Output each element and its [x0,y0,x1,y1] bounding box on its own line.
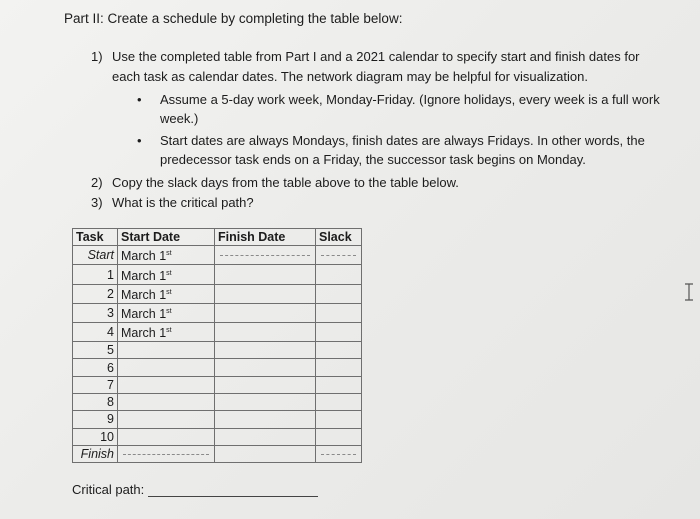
start-date-text: March 1st [121,326,172,341]
start-date-text: March 1st [121,306,172,321]
finish-date-cell[interactable] [215,393,316,410]
task-cell: 8 [73,393,118,410]
start-date-cell [118,303,215,322]
table-row [73,376,362,393]
start-date-cell[interactable] [118,376,215,393]
slack-cell[interactable] [316,359,362,376]
start-date-cell [118,246,215,265]
header-task: Task [73,229,118,246]
finish-date-cell[interactable] [215,445,316,462]
slack-cell[interactable] [316,342,362,359]
slack-cell[interactable] [316,411,362,428]
bullet-text: Start dates are always Mondays, finish dates are always Fridays. In other words, the predecessor task ends on a Friday, the successor task begins on Monday. [160,133,645,167]
header-slack: Slack [316,229,362,246]
start-date-cell [118,284,215,303]
instruction-item-3 [91,193,254,213]
finish-date-cell[interactable] [215,246,316,265]
bullet-text: Assume a 5-day work week, Monday-Friday. (Ignore holidays, every week is a full work week.) [160,92,660,126]
critical-path-answer-line[interactable] [148,484,318,497]
task-cell: 9 [73,411,118,428]
finish-date-cell[interactable] [215,428,316,445]
item-text: Use the completed table from Part I and a 2021 calendar to specify start and finish dates for each task as calendar dates. The network diagram may be helpful for visualization. [112,49,640,84]
start-date-text: March 1st [121,268,172,283]
bullet-icon: • [137,92,142,107]
table-row [73,265,362,284]
finish-date-cell[interactable] [215,322,316,341]
bullet-item-2 [137,131,675,169]
table-row [73,428,362,445]
table-row [73,322,362,341]
task-cell: Start [73,246,118,265]
task-cell: 1 [73,265,118,284]
slack-cell[interactable] [316,246,362,265]
critical-path-field [72,482,318,497]
bullet-icon: • [137,133,142,148]
dashed-line [321,255,356,256]
section-heading: Part II: Create a schedule by completing the table below: [64,11,403,26]
start-date-cell[interactable] [118,411,215,428]
header-start-date: Start Date [118,229,215,246]
item-number: 3) [91,195,103,210]
slack-cell[interactable] [316,303,362,322]
slack-cell[interactable] [316,445,362,462]
dashed-line [220,255,310,256]
start-date-cell [118,265,215,284]
table-row [73,445,362,462]
header-finish-date: Finish Date [215,229,316,246]
dashed-line [321,454,356,455]
finish-date-cell[interactable] [215,411,316,428]
finish-date-cell[interactable] [215,284,316,303]
table-row [73,342,362,359]
item-number: 2) [91,175,103,190]
slack-cell[interactable] [316,265,362,284]
slack-cell[interactable] [316,393,362,410]
start-date-cell[interactable] [118,428,215,445]
table-row [73,411,362,428]
start-date-cell[interactable] [118,342,215,359]
finish-date-cell[interactable] [215,303,316,322]
table-header-row [73,229,362,246]
finish-date-cell[interactable] [215,342,316,359]
task-cell: Finish [73,445,118,462]
critical-path-label: Critical path: [72,482,145,497]
finish-date-cell[interactable] [215,359,316,376]
start-date-cell[interactable] [118,393,215,410]
task-cell: 6 [73,359,118,376]
start-date-text: March 1st [121,249,172,264]
slack-cell[interactable] [316,428,362,445]
instruction-item-1 [91,47,671,87]
item-number: 1) [91,49,103,64]
slack-cell[interactable] [316,284,362,303]
table-row [73,284,362,303]
item-text: Copy the slack days from the table above to the table below. [112,175,459,190]
bullet-item-1 [137,90,675,128]
table-row [73,246,362,265]
task-cell: 5 [73,342,118,359]
finish-date-cell[interactable] [215,265,316,284]
item-text: What is the critical path? [112,195,254,210]
start-date-text: March 1st [121,287,172,302]
text-cursor-icon [683,283,695,301]
task-cell: 4 [73,322,118,341]
table-row [73,393,362,410]
table-row [73,359,362,376]
schedule-table [72,228,362,463]
start-date-cell [118,322,215,341]
task-cell: 2 [73,284,118,303]
slack-cell[interactable] [316,322,362,341]
task-cell: 3 [73,303,118,322]
start-date-cell[interactable] [118,359,215,376]
slack-cell[interactable] [316,376,362,393]
task-cell: 10 [73,428,118,445]
table-row [73,303,362,322]
finish-date-cell[interactable] [215,376,316,393]
start-date-cell[interactable] [118,445,215,462]
dashed-line [123,454,209,455]
task-cell: 7 [73,376,118,393]
instruction-item-2 [91,173,459,193]
